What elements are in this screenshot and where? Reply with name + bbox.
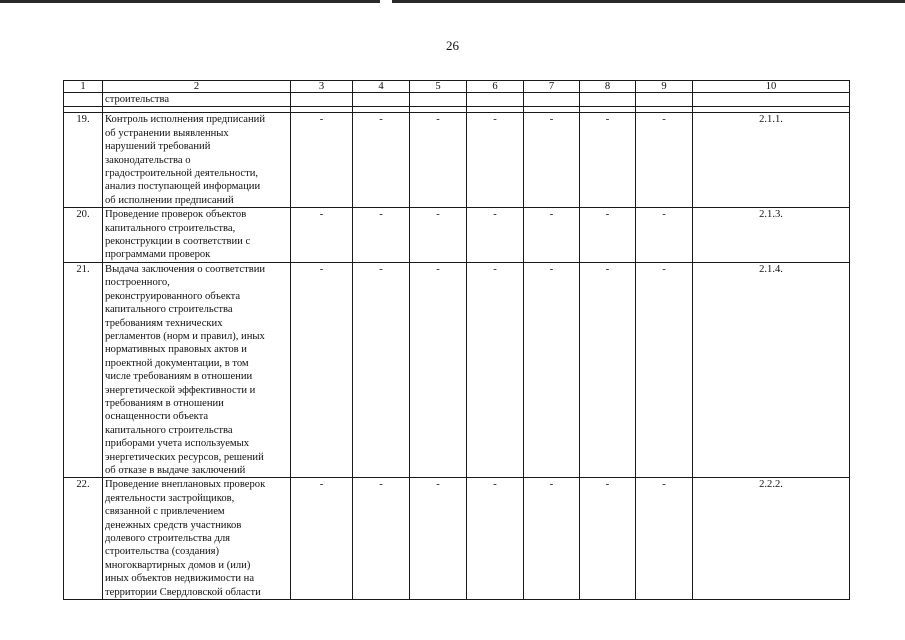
value-cell: -: [524, 262, 580, 478]
reference-cell: 2.1.1.: [693, 113, 850, 208]
value-cell: -: [467, 262, 524, 478]
description-line: программами проверок: [105, 249, 211, 261]
description-line: Проведение внеплановых проверок: [105, 479, 266, 491]
table-row: [64, 478, 850, 600]
description-line: иных объектов недвижимости на: [105, 573, 255, 585]
continuation-empty-cell: [291, 93, 353, 107]
continuation-empty-cell: [580, 93, 636, 107]
value-cell: -: [410, 113, 467, 208]
description-line: денежных средств участников: [105, 519, 242, 531]
header-cell: 9: [636, 81, 693, 93]
description-line: требованиям в отношении: [105, 397, 224, 409]
description-line: связанной с привлечением: [105, 506, 225, 518]
value-cell: -: [524, 113, 580, 208]
value-cell: -: [467, 208, 524, 263]
value-cell: -: [291, 262, 353, 478]
row-number: 20.: [64, 208, 103, 263]
value-cell: -: [580, 113, 636, 208]
description-line: оснащенности объекта: [105, 411, 209, 423]
row-description: [103, 208, 291, 263]
continuation-empty-cell: [353, 93, 410, 107]
header-cell: 2: [103, 81, 291, 93]
header-cell: 1: [64, 81, 103, 93]
description-line: Выдача заключения о соответствии: [105, 263, 266, 275]
description-line: нормативных правовых актов и: [105, 344, 247, 356]
value-cell: -: [410, 478, 467, 600]
continuation-text: строительства: [103, 93, 291, 107]
description-line: реконструкции в соответствии с: [105, 236, 251, 248]
reference-cell: 2.1.3.: [693, 208, 850, 263]
description-line: приборами учета используемых: [105, 438, 250, 450]
header-cell: 7: [524, 81, 580, 93]
header-cell: 10: [693, 81, 850, 93]
value-cell: -: [636, 208, 693, 263]
value-cell: -: [410, 262, 467, 478]
description-line: нарушений требований: [105, 141, 211, 153]
continuation-empty-cell: [410, 93, 467, 107]
description-line: проектной документации, в том: [105, 357, 249, 369]
continuation-row: [64, 93, 850, 107]
value-cell: -: [467, 478, 524, 600]
header-cell: 8: [580, 81, 636, 93]
row-number: 22.: [64, 478, 103, 600]
description-line: об отказе в выдаче заключений: [105, 464, 246, 476]
row-description: [103, 478, 291, 600]
value-cell: -: [353, 478, 410, 600]
row-number: 19.: [64, 113, 103, 208]
description-line: территории Свердловской области: [105, 586, 261, 598]
value-cell: -: [291, 208, 353, 263]
reference-cell: 2.2.2.: [693, 478, 850, 600]
description-line: реконструированного объекта: [105, 290, 241, 302]
header-cell: 4: [353, 81, 410, 93]
page-number: 26: [446, 38, 459, 53]
table-row: [64, 113, 850, 208]
value-cell: -: [580, 478, 636, 600]
description-line: регламентов (норм и правил), иных: [105, 330, 265, 342]
description-line: строительства (создания): [105, 546, 220, 558]
row-description: [103, 113, 291, 208]
value-cell: -: [636, 478, 693, 600]
value-cell: -: [410, 208, 467, 263]
description-line: Контроль исполнения предписаний: [105, 114, 265, 126]
description-line: энергетических ресурсов, решений: [105, 451, 264, 463]
description-line: об исполнении предписаний: [105, 194, 234, 206]
value-cell: -: [580, 262, 636, 478]
description-line: законодательства о: [105, 154, 191, 166]
row-number: 21.: [64, 262, 103, 478]
description-line: многоквартирных домов и (или): [105, 559, 251, 571]
value-cell: -: [636, 262, 693, 478]
top-rule-left: [0, 0, 380, 3]
continuation-num-cell: [64, 93, 103, 107]
description-line: капитального строительства,: [105, 222, 236, 234]
header-cell: 5: [410, 81, 467, 93]
reference-cell: 2.1.4.: [693, 262, 850, 478]
header-cell: 3: [291, 81, 353, 93]
value-cell: -: [524, 208, 580, 263]
value-cell: -: [291, 113, 353, 208]
continuation-empty-cell: [636, 93, 693, 107]
description-line: деятельности застройщиков,: [105, 492, 235, 504]
description-line: построенного,: [105, 277, 170, 289]
value-cell: -: [353, 262, 410, 478]
table-body: [64, 81, 850, 600]
table-row: [64, 262, 850, 478]
description-line: анализ поступающей информации: [105, 181, 261, 193]
value-cell: -: [353, 208, 410, 263]
description-line: градостроительной деятельности,: [105, 168, 259, 180]
value-cell: -: [636, 113, 693, 208]
row-description: [103, 262, 291, 478]
header-row: [64, 81, 850, 93]
continuation-empty-cell: [524, 93, 580, 107]
continuation-empty-cell: [693, 93, 850, 107]
table-row: [64, 208, 850, 263]
value-cell: -: [291, 478, 353, 600]
description-line: требованиям технических: [105, 317, 223, 329]
value-cell: -: [524, 478, 580, 600]
description-line: капитального строительства: [105, 424, 233, 436]
description-line: капитального строительства: [105, 304, 233, 316]
description-line: Проведение проверок объектов: [105, 209, 247, 221]
description-line: энергетической эффективности и: [105, 384, 256, 396]
description-line: долевого строительства для: [105, 533, 231, 544]
value-cell: -: [467, 113, 524, 208]
continuation-empty-cell: [467, 93, 524, 107]
description-line: числе требованиям в отношении: [105, 371, 253, 383]
header-cell: 6: [467, 81, 524, 93]
data-table: [63, 80, 850, 600]
top-rule-right: [392, 0, 905, 3]
value-cell: -: [353, 113, 410, 208]
value-cell: -: [580, 208, 636, 263]
description-line: об устранении выявленных: [105, 127, 229, 139]
